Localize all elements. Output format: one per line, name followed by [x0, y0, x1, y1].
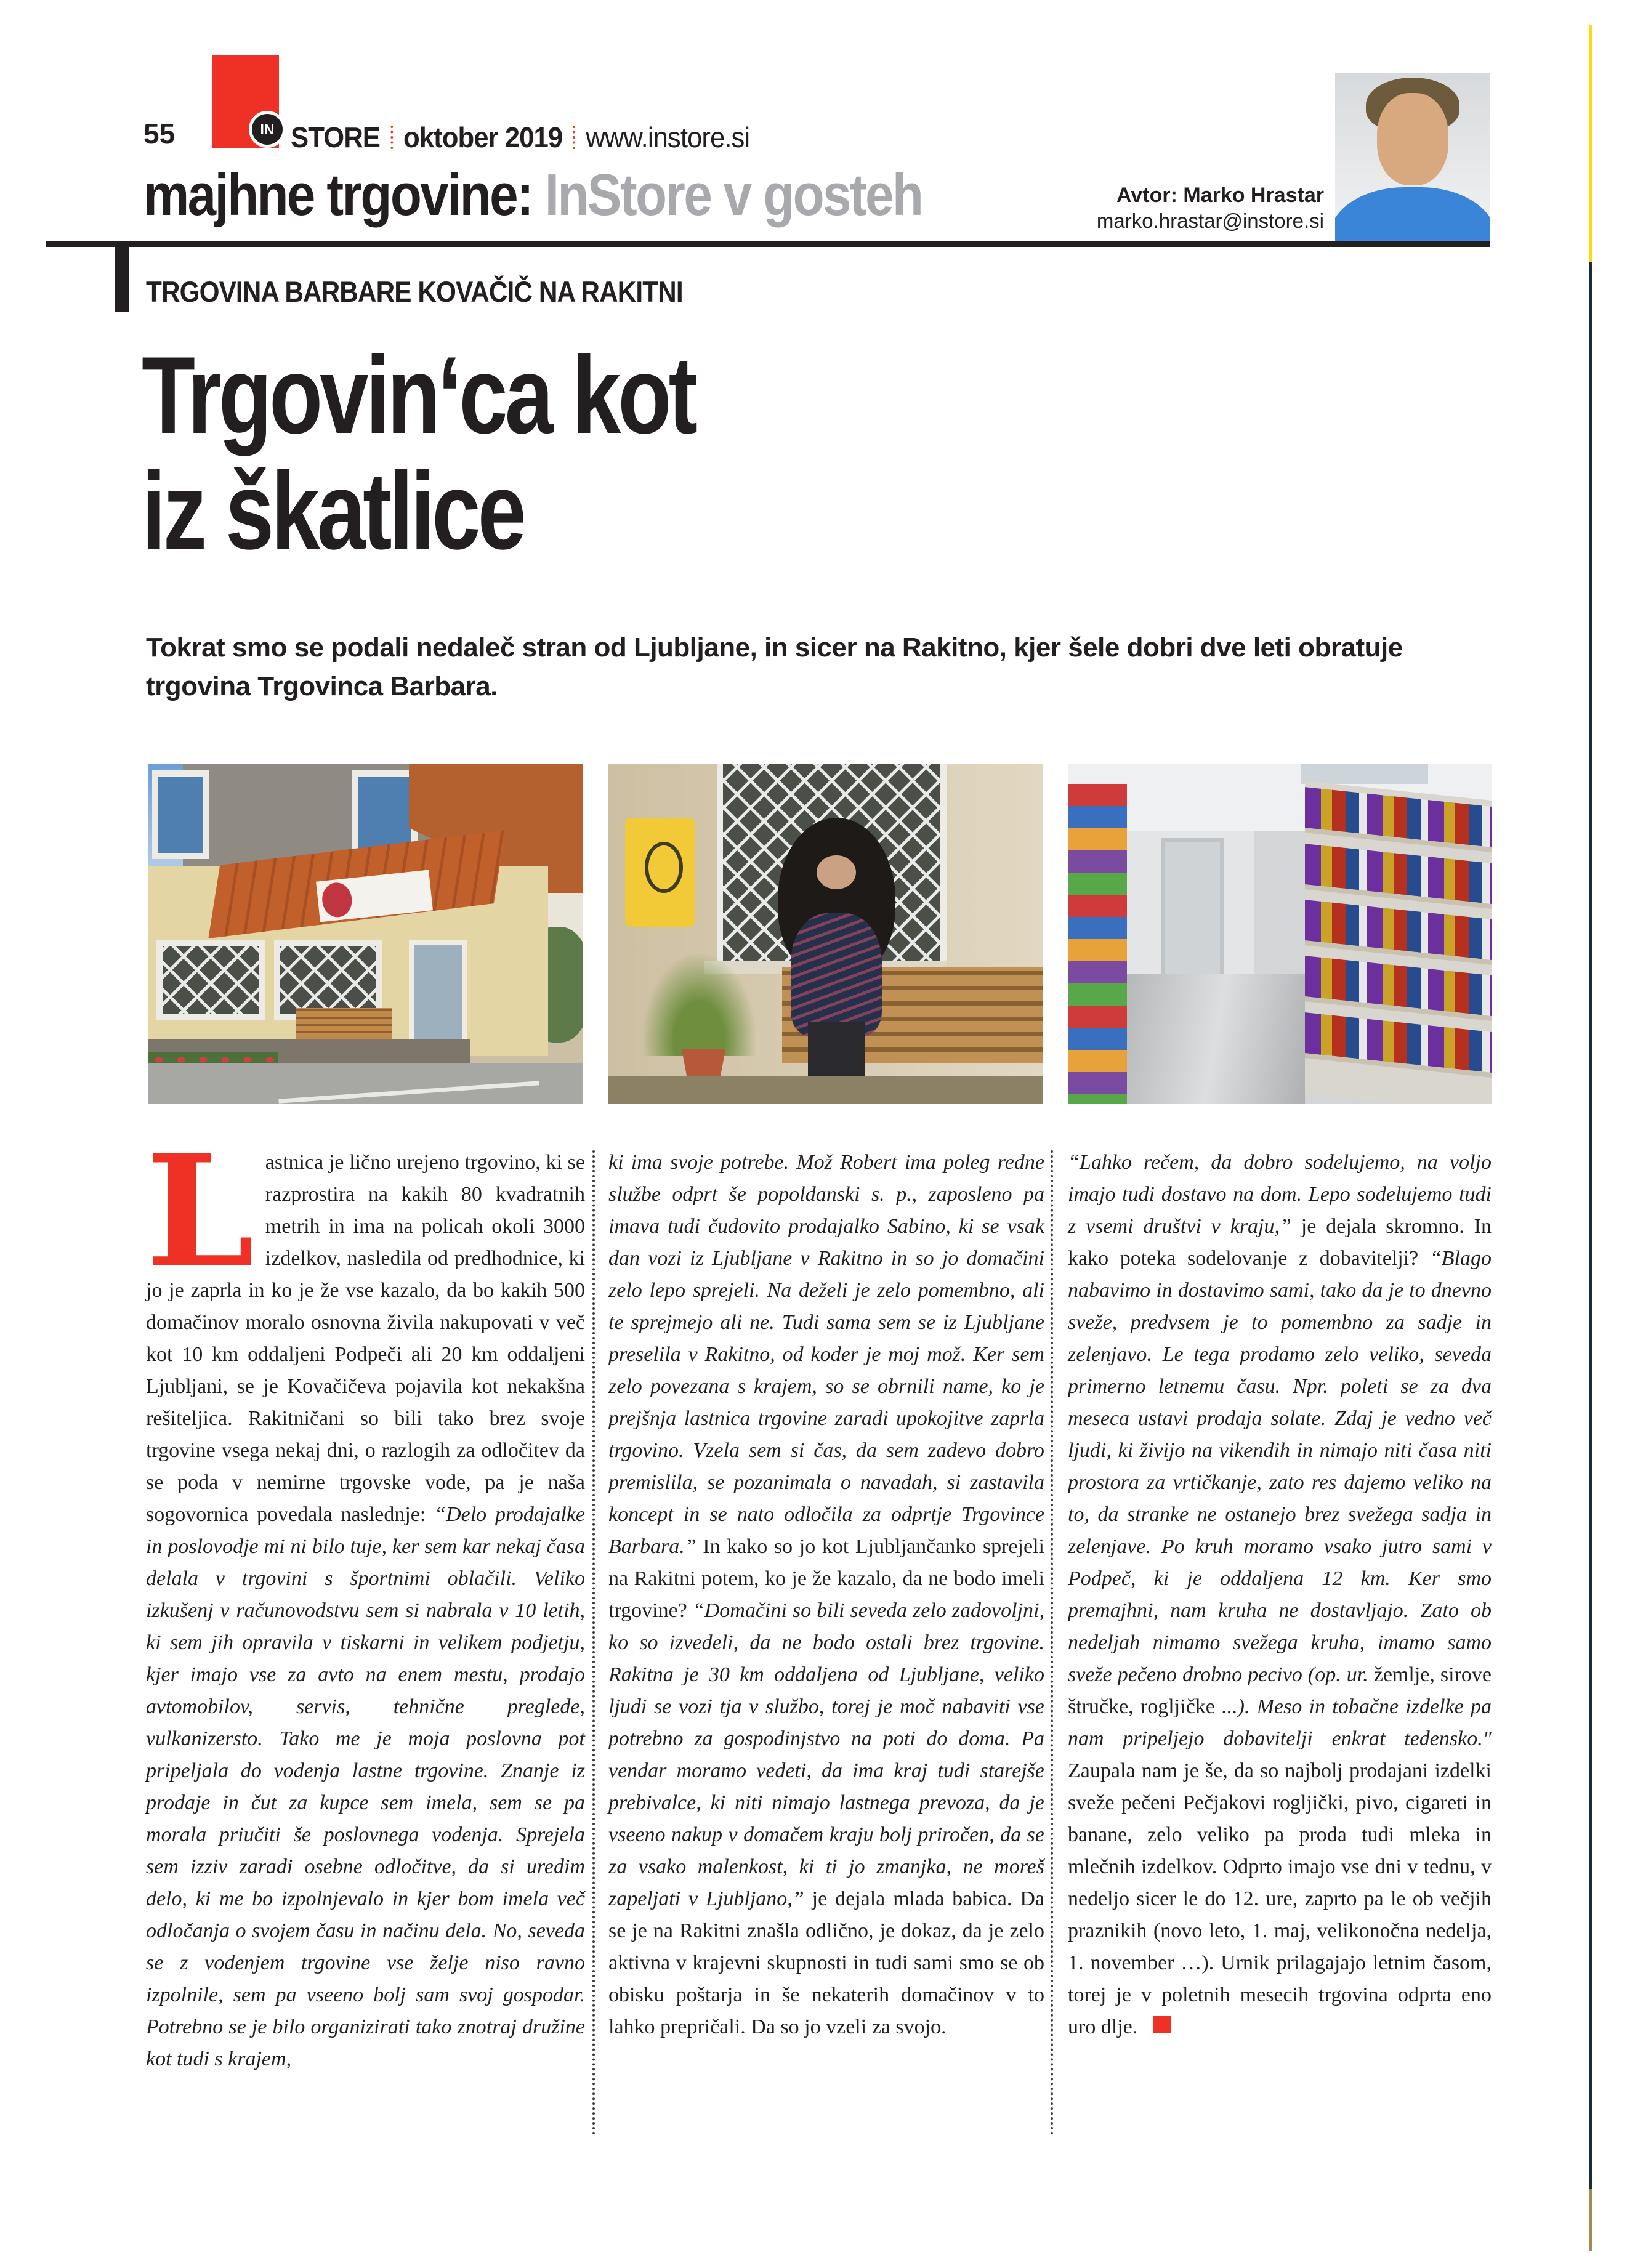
- photo-store-exterior: [148, 764, 583, 1104]
- article-text-roman: Zaupala nam je še, da so najbolj prodajani izdelki sveže pečeni Pečjakovi rogljički, pivo, cigareti in banane, zelo veliko pa proda tudi mleka in mlečnih izdelkov. Odprto imajo vse dni v tednu, v nedeljo sicer le do 12. ure, zaprto pa le ob večjih praznikih (novo leto, 1. maj, velikonočna nedelja, 1. november …). Urnik prilagajajo letnim časom, torej je v poletnih mesecih trgovina odprta eno uro dlje.: [1068, 1759, 1492, 2038]
- edge-strip-gold: [1589, 2189, 1592, 2251]
- author-email-link[interactable]: marko.hrastar@instore.si: [1096, 209, 1324, 232]
- back-door: [1161, 838, 1223, 982]
- article-text-roman: žemlje, sirove štručke, rogljičke: [1068, 1663, 1492, 1718]
- yellow-postbox: [625, 818, 695, 927]
- instore-in-circle-icon: IN: [249, 111, 286, 148]
- logo-store-text: STORE: [291, 121, 381, 153]
- column-separator-icon: [592, 1150, 595, 2136]
- author-shirt: [1335, 187, 1490, 244]
- aisle-floor: [1127, 974, 1305, 1104]
- article-text-italic: ...). Meso in tobačne izdelke pa nam pripeljejo dobavitelji enkrat tedensko.": [1068, 1695, 1492, 1750]
- woman-dress: [791, 913, 882, 1036]
- headline-line-2: iz škatlice: [142, 450, 524, 572]
- issue-date: oktober 2019: [403, 121, 563, 153]
- magazine-rack: [1068, 784, 1127, 1104]
- photo-owner-portrait: [608, 764, 1043, 1104]
- bench: [296, 1008, 392, 1039]
- website-link[interactable]: www.instore.si: [586, 121, 750, 153]
- upper-window: [152, 770, 209, 859]
- article-text-roman: je dejala mlada babica. Da se je na Rakitni znašla odlično, je dokaz, da je zelo aktivna v krajevni skupnosti in tudi sami smo se ob obisku poštarja in še nekaterih domačinov v to lahko prepričali. Da so jo vzeli za svojo.: [608, 1887, 1045, 2038]
- article-text-italic: “Delo prodajalke in poslovodje mi ni bilo tuje, ker sem kar nekaj časa delala v trgovini s športnimi oblačili. Veliko izkušenj v računovodstvu sem si nabrala v 10 letih, ki sem jih opravila v tiskarni in velikem podjetju, kjer imajo vse za avto na enem mestu, prodajo avtomobilov, servis, tehnične preglede, vulkanizersto. Tako me je moja poslovna pot pripeljala do vodenja lastne trgovine. Znanje iz prodaje in čut za kupce sem imela, sem se pa morala priučiti še poslovnega vodenja. Sprejela sem izziv zaradi osebne odločitve, da si uredim delo, ki me bo izpolnjevalo in kjer bom imela več odločanja o svojem času in načinu dela. No, seveda se z vodenjem trgovine vse želje niso ravno izpolnile, sem pa vseeno bolj sam svoj gospodar. Potrebno se je bilo organizirati tako znotraj družine kot tudi s krajem,: [146, 1503, 586, 2070]
- woman-face: [817, 855, 856, 889]
- author-block: [985, 182, 1324, 234]
- kicker: TRGOVINA BARBARE KOVAČIČ NA RAKITNI: [146, 275, 683, 308]
- dotted-divider-icon: [390, 126, 393, 149]
- lead-paragraph: Tokrat smo se podali nedaleč stran od Ljubljane, in sicer na Rakitno, kjer šele dobri dve leti obratuje trgovina Trgovinca Barbara.: [146, 632, 1403, 701]
- section-title-gray: InStore v gosteh: [532, 162, 922, 228]
- kicker-bar: [115, 241, 129, 312]
- headline: [142, 334, 695, 572]
- column-separator-icon: [1051, 1150, 1053, 2136]
- article-text-italic: ki ima svoje potrebe. Mož Robert ima poleg redne službe odprt še popoldanski s. p., zaposleno pa imava tudi čudovito prodajalko Sabino, ki se vsak dan vozi iz Ljubljane v Rakitno in so jo domačini zelo lepo sprejeli. Na deželi je zelo pomembno, ali te sprejmejo ali ne. Tudi sama sem se iz Ljubljane preselila v Rakitno, od koder je moj mož. Ker sem zelo povezana s krajem, so se obrnili name, ko je prejšnja lastnica trgovine zaradi upokojitve zaprla trgovino. Vzela sem si čas, da sem zadevo dobro premislila, se pozanimala o navadah, si zastavila koncept in se nato odločila za odprtje Trgovince Barbara.”: [608, 1151, 1044, 1558]
- article-text-italic: “Blago nabavimo in dostavimo sami, tako da je to dnevno sveže, predvsem je to pomembno za sadje in zelenjavo. Le tega prodamo zelo veliko, seveda primerno letnemu času. Npr. poleti se za dva meseca ustavi prodaja solate. Zdaj je vedno več ljudi, ki živijo na vikendih in nimajo niti časa niti prostora za vrtičkanje, zato res dajemo veliko na to, da stranke ne ostanejo brez svežega sadja in zelenjave. Po kruh moramo vsako jutro sami v Podpeč, ki je oddaljena 12 km. Ker smo premajhni, nam kruha ne dostavljajo. Zato ob nedeljah nimamo svežega kruha, imamo samo sveže pečeno drobno pecivo (op. ur.: [1068, 1247, 1492, 1686]
- masthead-row: [291, 121, 749, 154]
- article-text-italic: “Domačini so bili seveda zelo zadovoljni, ko so izvedeli, da ne bodo ostali brez trgovine. Rakitna je 30 km oddaljena od Ljubljane, veliko ljudi se vozi tja v službo, torej je moč nabaviti vse potrebno za gospodinjstvo na poti do doma. Pa vendar moramo vedeti, da ima kraj tudi starejše prebivalce, ki niti nimajo lastnega prevoza, da je vseeno nakup v domačem kraju bolj priročen, da se za vsako malenkost, ki ti jo zmanjka, ne moreš zapeljati v Ljubljano,”: [608, 1599, 1044, 1910]
- headline-line-1: Trgovin‘ca kot: [142, 334, 695, 456]
- shelf-row: [1305, 787, 1492, 852]
- edge-strip-yellow: [1589, 25, 1592, 262]
- article-text-roman: je dejala skromno. In kako poteka sodelovanje z dobavitelji?: [1068, 1215, 1492, 1270]
- article-end-mark: [1153, 2016, 1171, 2033]
- article-text-roman: astnica je lično urejeno trgovino, ki se razprostira na kakih 80 kvadratnih metrih in ima na policah okoli 3000 izdelkov, nasledila od predhodnice, ki jo je zaprla in ko je že vse kazalo, da bo kakih 500 domačinov moralo osnovna živila nakupovati v več kot 10 km oddaljeni Podpeči ali 20 km oddaljeni Ljubljani, se je Kovačičeva pojavila kot nekakšna rešiteljica. Rakitničani so bili tako brez svoje trgovine vsega nekaj dni, o razlogih za odločitev da se poda v nemirne trgovske vode, pa je naša sogovornica povedala naslednje:: [146, 1151, 585, 1526]
- article-column-3: [1068, 1147, 1492, 2043]
- article-column-1: [146, 1121, 586, 2075]
- section-title: [143, 161, 922, 229]
- dotted-divider-icon: [573, 126, 575, 149]
- entrance-door: [409, 940, 467, 1052]
- page-number: 55: [143, 118, 176, 150]
- author-photo: [1335, 73, 1490, 244]
- shelf-row: [1305, 844, 1492, 909]
- article-text-italic: “Lahko rečem, da dobro sodelujemo, na voljo imajo tudi dostavo na dom. Lepo sodelujemo tudi z vsemi društvi v kraju,”: [1068, 1151, 1492, 1238]
- floor: [608, 1076, 1043, 1104]
- shelf-row: [1305, 956, 1492, 1022]
- shelf-unit: [1305, 781, 1492, 1104]
- lattice-window: [156, 940, 265, 1020]
- photo-store-interior: [1068, 764, 1492, 1104]
- shelf-row: [1305, 1012, 1492, 1078]
- article-column-2: [608, 1147, 1044, 2043]
- drop-cap: L: [146, 1121, 254, 1302]
- ceiling-panel: [1301, 764, 1427, 784]
- header-rule: [46, 241, 1490, 247]
- author-byline: Avtor: Marko Hrastar: [1116, 184, 1324, 207]
- edge-strip-navy: [1589, 262, 1592, 2189]
- plant: [643, 954, 756, 1056]
- shelf-row: [1305, 900, 1492, 965]
- section-title-black: majhne trgovine:: [143, 162, 533, 228]
- article-text-roman: In kako so jo kot Ljubljančanko sprejeli na Rakitni potem, ko je že kazalo, da ne bodo imeli trgovine?: [608, 1535, 1044, 1622]
- author-face: [1377, 93, 1448, 185]
